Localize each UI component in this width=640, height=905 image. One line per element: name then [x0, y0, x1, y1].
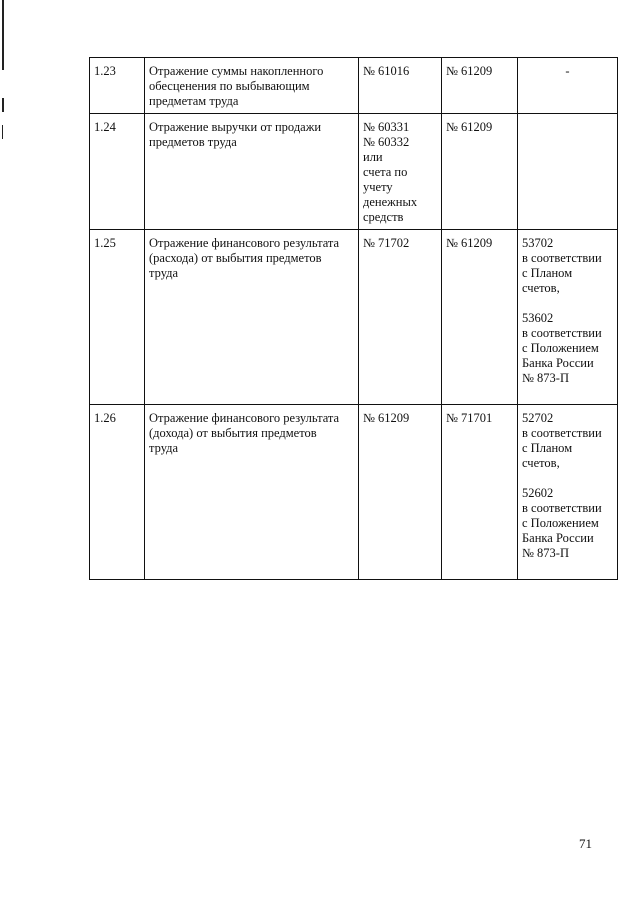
table-row — [90, 405, 618, 580]
note-cell — [518, 114, 618, 230]
note-line: № 873-П — [522, 371, 569, 385]
note-spacer — [522, 296, 613, 311]
debit-line: № 61209 — [363, 411, 410, 425]
row-number: 1.25 — [90, 230, 145, 405]
note-spacer — [522, 471, 613, 486]
debit-account — [359, 230, 442, 405]
debit-line: № 60332 — [363, 135, 410, 149]
desc-line: Отражение финансового результата — [149, 236, 340, 250]
debit-account — [359, 405, 442, 580]
note-line: с Планом — [522, 441, 573, 455]
note-line: в соответствии — [522, 426, 602, 440]
operation-description — [145, 114, 359, 230]
note-line: счетов, — [522, 456, 560, 470]
desc-line: (расхода) от выбытия предметов — [149, 251, 322, 265]
note-line: счетов, — [522, 281, 560, 295]
desc-line: предметов труда — [149, 135, 237, 149]
debit-line: средств — [363, 210, 404, 224]
desc-line: (дохода) от выбытия предметов — [149, 426, 317, 440]
debit-line: счета по — [363, 165, 408, 179]
note-line: Банка России — [522, 356, 594, 370]
desc-line: труда — [149, 266, 179, 280]
credit-account — [442, 114, 518, 230]
operation-description — [145, 58, 359, 114]
desc-line: предметам труда — [149, 94, 239, 108]
note-line: в соответствии — [522, 501, 602, 515]
debit-line: учету — [363, 180, 393, 194]
operation-description — [145, 405, 359, 580]
desc-line: Отражение выручки от продажи — [149, 120, 322, 134]
note-cell — [518, 230, 618, 405]
debit-line: или — [363, 150, 383, 164]
desc-line: Отражение финансового результата — [149, 411, 340, 425]
note-line: с Положением — [522, 341, 599, 355]
desc-line: труда — [149, 441, 179, 455]
credit-line: № 61209 — [446, 236, 493, 250]
operation-description — [145, 230, 359, 405]
desc-line: обесценения по выбывающим — [149, 79, 310, 93]
note-line: с Планом — [522, 266, 573, 280]
row-number: 1.26 — [90, 405, 145, 580]
debit-account — [359, 58, 442, 114]
debit-line: денежных — [363, 195, 418, 209]
table-row — [90, 230, 618, 405]
note-line: в соответствии — [522, 326, 602, 340]
credit-account — [442, 58, 518, 114]
credit-account — [442, 230, 518, 405]
credit-line: № 61209 — [446, 64, 493, 78]
debit-line: № 61016 — [363, 64, 410, 78]
scan-mark — [2, 98, 4, 112]
note-line: 52602 — [522, 486, 554, 500]
note-line: в соответствии — [522, 251, 602, 265]
note-cell — [518, 58, 618, 114]
page-number: 71 — [579, 836, 592, 851]
row-number: 1.24 — [90, 114, 145, 230]
credit-line: № 71701 — [446, 411, 493, 425]
accounting-entries-table — [89, 57, 618, 580]
scan-mark — [2, 0, 4, 70]
note-line: № 873-П — [522, 546, 569, 560]
table-row — [90, 114, 618, 230]
note-line: - — [565, 64, 570, 78]
credit-line: № 61209 — [446, 120, 493, 134]
debit-account — [359, 114, 442, 230]
debit-line: № 60331 — [363, 120, 410, 134]
note-line: Банка России — [522, 531, 594, 545]
note-line: 52702 — [522, 411, 554, 425]
note-line: 53702 — [522, 236, 554, 250]
scan-mark — [2, 125, 3, 139]
note-cell — [518, 405, 618, 580]
note-line: 53602 — [522, 311, 554, 325]
desc-line: Отражение суммы накопленного — [149, 64, 324, 78]
note-line: с Положением — [522, 516, 599, 530]
row-number: 1.23 — [90, 58, 145, 114]
debit-line: № 71702 — [363, 236, 410, 250]
credit-account — [442, 405, 518, 580]
table-row — [90, 58, 618, 114]
